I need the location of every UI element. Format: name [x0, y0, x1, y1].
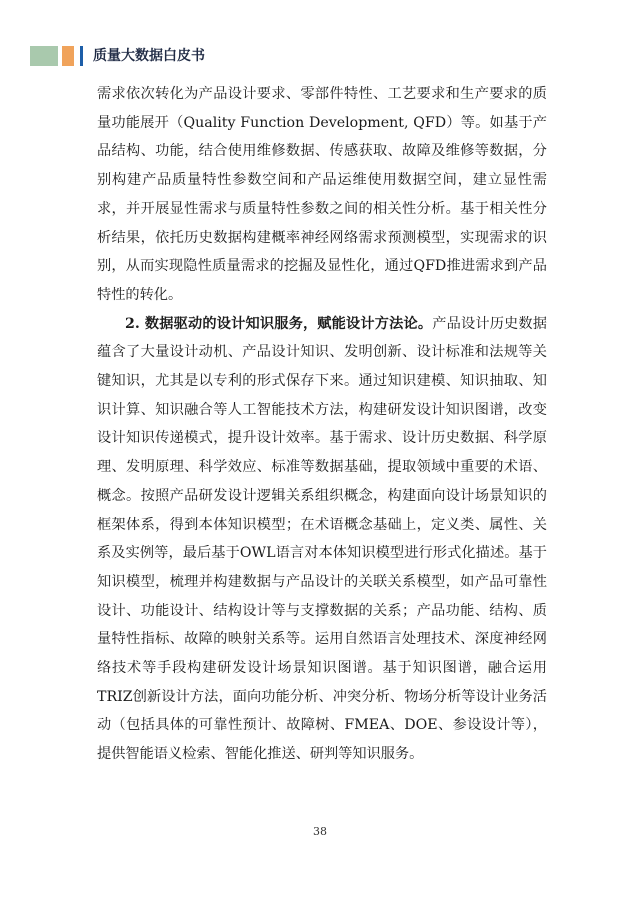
header-blue-bar	[80, 46, 83, 66]
paragraph-qfd: 需求依次转化为产品设计要求、零部件特性、工艺要求和生产要求的质量功能展开（Quality Function Development, QFD）等。如基于产品结构、功能，结合使用维修数据、传感获取、故障及维修等数据，分别构建产品质量特性参数空间和产品运维使用数据空间，建立显性需求，并开展显性需求与质量特性参数之间的相关性分析。基于相关性分析结果，依托历史数据构建概率神经网络需求预测模型，实现需求的识别，从而实现隐性质量需求的挖掘及显性化，通过QFD推进需求到产品特性的转化。	[97, 86, 547, 303]
section-heading-2: 2. 数据驱动的设计知识服务，赋能设计方法论。	[125, 315, 433, 332]
header-orange-block	[62, 46, 74, 66]
header-title: 质量大数据白皮书	[93, 48, 205, 64]
page-body	[97, 80, 547, 769]
paragraph-design-knowledge-text: 产品设计历史数据蕴含了大量设计动机、产品设计知识、发明创新、设计标准和法规等关键知识，尤其是以专利的形式保存下来。通过知识建模、知识抽取、知识计算、知识融合等人工智能技术方法，构建研发设计知识图谱，改变设计知识传递模式，提升设计效率。基于需求、设计历史数据、科学原理、发明原理、科学效应、标准等数据基础，提取领域中重要的术语、概念。按照产品研发设计逻辑关系组织概念，构建面向设计场景知识的框架体系，得到本体知识模型；在术语概念基础上，定义类、属性、关系及实例等，最后基于OWL语言对本体知识模型进行形式化描述。基于知识模型，梳理并构建数据与产品设计的关联关系模型，如产品可靠性设计、功能设计、结构设计等与支撑数据的关系；产品功能、结构、质量特性指标、故障的映射关系等。运用自然语言处理技术、深度神经网络技术等手段构建研发设计场景知识图谱。基于知识图谱，融合运用TRIZ创新设计方法，面向功能分析、冲突分析、物场分析等设计业务活动（包括具体的可靠性预计、故障树、FMEA、DOE、参设设计等），提供智能语义检索、智能化推送、研判等知识服务。	[97, 315, 547, 763]
paragraph-design-knowledge	[97, 310, 547, 769]
page-number: 38	[313, 825, 327, 838]
header-green-block	[30, 46, 58, 66]
page-header	[0, 0, 640, 80]
